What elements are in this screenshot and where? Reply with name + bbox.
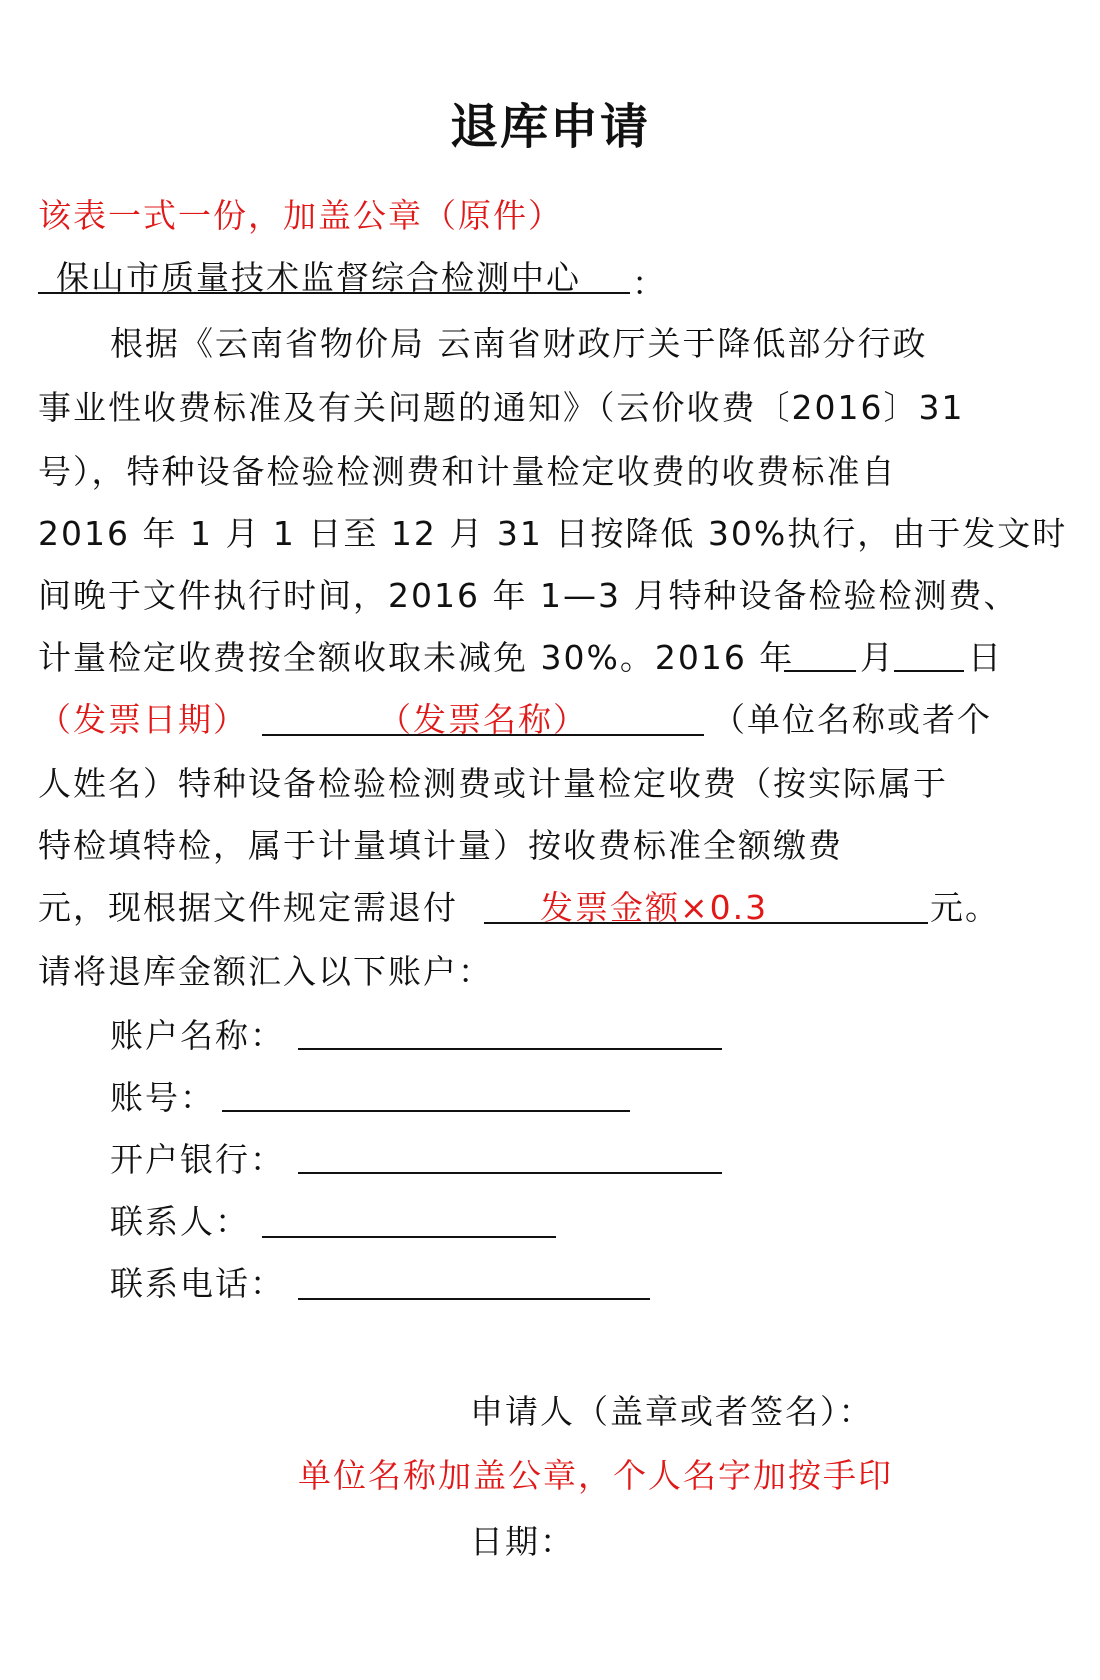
invoice-date-hint: （发票日期） (38, 700, 248, 739)
signature-hint: 单位名称加盖公章，个人名字加按手印 (298, 1456, 893, 1495)
refund-suffix: 元。 (930, 888, 1000, 927)
body-line-6: 人姓名）特种设备检验检测费或计量检定收费（按实际属于 (38, 764, 948, 803)
day-label: 日 (968, 638, 1003, 677)
date-line-text: 计量检定收费按全额收取未减免 30%。2016 年 (38, 638, 795, 677)
form-notice: 该表一式一份，加盖公章（原件） (38, 196, 563, 235)
bank-field[interactable] (298, 1172, 722, 1174)
phone-field[interactable] (298, 1298, 650, 1300)
invoice-name-hint: （发票名称） (378, 700, 588, 739)
bank-label: 开户银行： (110, 1140, 285, 1179)
recipient-colon: ： (632, 264, 667, 303)
account-number-label: 账号： (110, 1078, 215, 1117)
contact-field[interactable] (262, 1236, 556, 1238)
refund-line-text: 元，现根据文件规定需退付 (38, 888, 458, 927)
body-line-4: 2016 年 1 月 1 日至 12 月 31 日按降低 30%执行，由于发文时 (38, 514, 1068, 553)
page-title: 退库申请 (449, 99, 650, 155)
applicant-label: 申请人（盖章或者签名）： (470, 1392, 874, 1431)
account-name-field[interactable] (298, 1048, 722, 1050)
body-line-7: 特检填特检，属于计量填计量）按收费标准全额缴费 (38, 826, 843, 865)
unit-suffix: （单位名称或者个 (712, 700, 992, 739)
body-line-5: 间晚于文件执行时间，2016 年 1—3 月特种设备检验检测费、 (38, 576, 1019, 615)
date-label: 日期： (470, 1522, 575, 1561)
month-label: 月 (860, 638, 895, 677)
account-number-field[interactable] (222, 1110, 630, 1112)
refund-amount-hint: 发票金额×0.3 (540, 888, 769, 927)
recipient-name: 保山市质量技术监督综合检测中心 (56, 258, 581, 297)
month-blank[interactable] (784, 670, 856, 672)
day-blank[interactable] (894, 670, 964, 672)
account-intro: 请将退库金额汇入以下账户： (38, 952, 493, 991)
phone-label: 联系电话： (110, 1264, 285, 1303)
body-line-3: 号），特种设备检验检测费和计量检定收费的收费标准自 (38, 452, 897, 491)
body-line-2: 事业性收费标准及有关问题的通知》（云价收费〔2016〕31 (38, 388, 965, 427)
account-name-label: 账户名称： (110, 1016, 285, 1055)
body-line-1: 根据《云南省物价局 云南省财政厅关于降低部分行政 (110, 324, 928, 363)
contact-label: 联系人： (110, 1202, 250, 1241)
